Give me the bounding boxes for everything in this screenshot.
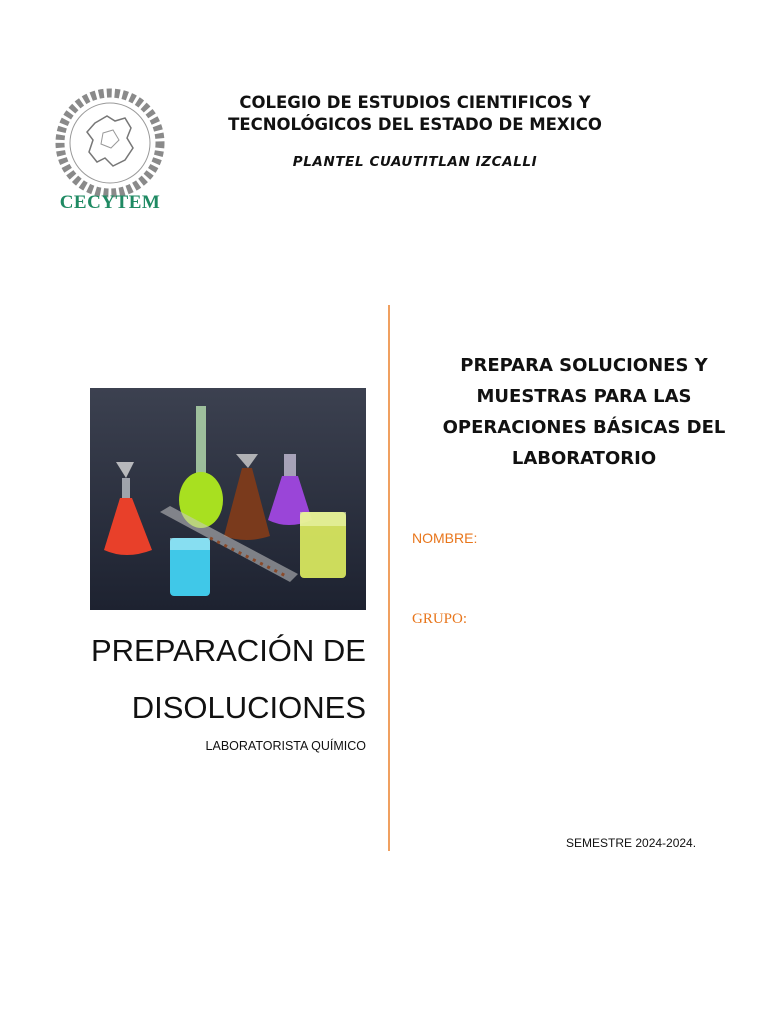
career-name: LABORATORISTA QUÍMICO (205, 739, 366, 753)
cecytem-seal-icon (55, 88, 165, 198)
title-line-1: PREPARACIÓN DE (90, 633, 366, 668)
module-line-1: PREPARA SOLUCIONES Y (460, 355, 708, 376)
module-line-2: MUESTRAS PARA LAS (476, 386, 692, 407)
module-line-4: LABORATORIO (511, 448, 657, 469)
semester-label: SEMESTRE 2024-2024. (566, 836, 697, 850)
vertical-divider (388, 305, 390, 851)
title-line-2: DISOLUCIONES (131, 690, 366, 725)
school-name-line-1: COLEGIO DE ESTUDIOS CIENTIFICOS Y (239, 93, 591, 112)
laboratory-glassware-photo (90, 388, 366, 610)
school-name (180, 92, 650, 136)
module-line-3: OPERACIONES BÁSICAS DEL (442, 417, 726, 438)
cecytem-logo (55, 88, 165, 218)
module-title (425, 350, 743, 474)
campus-name: PLANTEL CUAUTITLAN IZCALLI (292, 154, 538, 170)
group-field-label: GRUPO: (412, 611, 468, 627)
logo-wordmark: CECYTEM (59, 192, 161, 213)
name-field-label: NOMBRE: (412, 530, 478, 546)
school-name-line-2: TECNOLÓGICOS DEL ESTADO DE MEXICO (228, 115, 602, 134)
document-title (80, 622, 366, 736)
